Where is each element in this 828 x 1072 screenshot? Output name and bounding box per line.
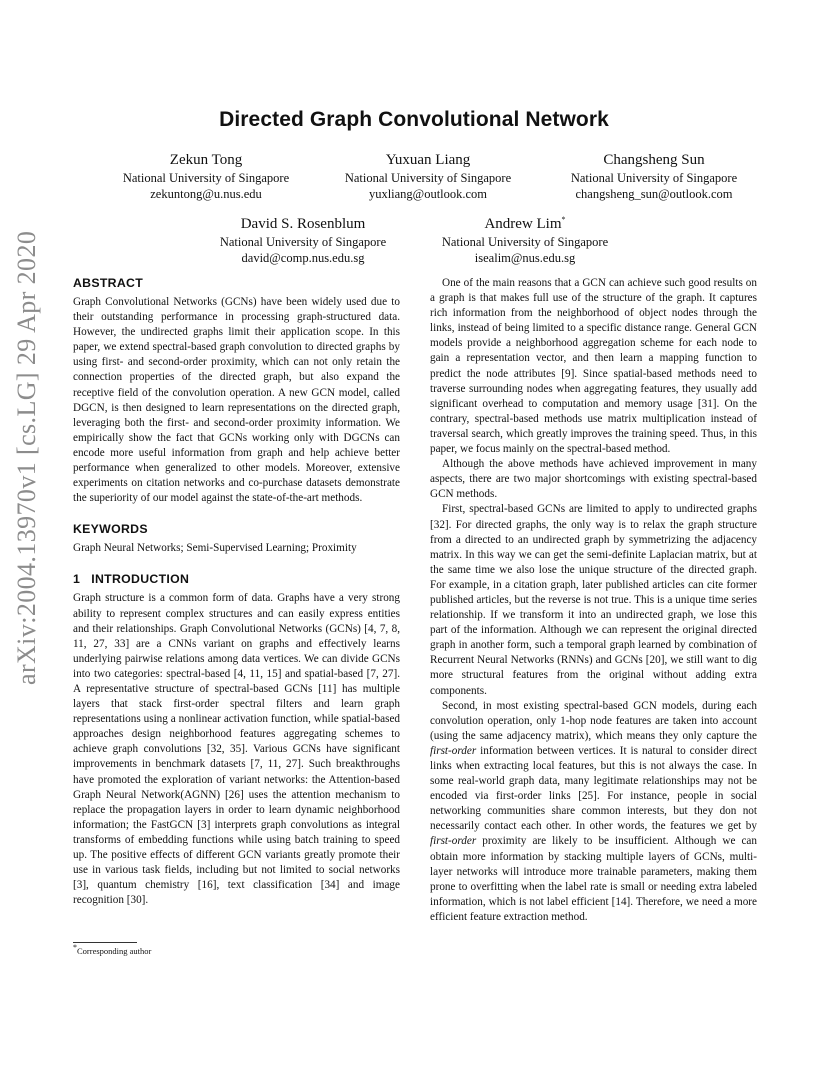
author-block xyxy=(96,150,316,202)
keywords-heading: KEYWORDS xyxy=(73,522,148,537)
author-email: isealim@nus.edu.sg xyxy=(474,251,576,265)
author-affiliation: National University of Singapore xyxy=(344,171,512,185)
emphasis: first-order xyxy=(430,744,477,757)
text-run: information between vertices. It is natural to consider direct links when extracting local features, but this is not always the case. In some real-world graph data, many legitimate relationships may not be encoded via first-order links [25]. For instance, people in social networking communities share common interests, but they don not necessarily contact each other. In other words, the features we get by xyxy=(430,744,757,833)
author-name: Andrew Lim xyxy=(484,216,562,232)
footnote-rule xyxy=(73,942,137,943)
abstract-heading: ABSTRACT xyxy=(73,276,144,290)
introduction-heading: 1 INTRODUCTION xyxy=(73,572,190,587)
footnote xyxy=(73,943,152,957)
author-affiliation: National University of Singapore xyxy=(441,235,609,249)
author-block xyxy=(415,214,635,266)
author-email: yuxliang@outlook.com xyxy=(368,187,488,201)
footnote-text: Corresponding author xyxy=(77,946,152,956)
keywords-text: Graph Neural Networks; Semi-Supervised Learning; Proximity xyxy=(73,542,357,555)
author-name: Yuxuan Liang xyxy=(385,152,471,168)
author-email: zekuntong@u.nus.edu xyxy=(150,187,262,201)
intro-paragraph: Although the above methods have achieved improvement in many aspects, there are two major shortcomings with existing spectral-based GCN methods. xyxy=(430,458,757,501)
text-run: proximity are likely to be insufficient. Although we can obtain more information by stacking multiple layers of GCNs, multi-layer networks will introduce more trainable parameters, making them prone to overfitting when the label rate is small or needing extra labeled information, which is not label efficient [14]. Therefore, we need a more efficient feature extraction method. xyxy=(430,835,757,923)
intro-paragraph: One of the main reasons that a GCN can achieve such good results on a graph is that makes full use of the structure of the graph. It captures rich information from the neighborhood of object nodes through the links, instead of being limited to a specific distance range. General GCN models provide a neighborhood aggregation scheme for each node to gain a representation vector, and then learn a mapping function to predict the node attributes [9]. Since spatial-based methods need to traverse surrounding nodes when aggregating features, they usually add significant overhead to computation and memory usage [31]. On the contrary, spectral-based methods use matrix multiplication instead of traversal search, which greatly improves the training speed. Thus, in this paper, we focus mainly on the spectral-based method. xyxy=(430,277,757,456)
author-name-line xyxy=(415,214,635,234)
author-email: david@comp.nus.edu.sg xyxy=(241,251,365,265)
abstract-text: Graph Convolutional Networks (GCNs) have been widely used due to their outstanding performance in processing graph-structured data. However, the undirected graphs limit their application scope. In this paper, we extend spectral-based graph convolution to directed graphs by using first- and second-order proximity, which can not only retain the connection properties of the directed graph, but also expand the receptive field of the convolution operation. A new GCN model, called DGCN, is then designed to learn representations on the directed graph, leveraging both the first- and second-order proximity information. We empirically show the fact that GCNs working only with DGCNs can encode more useful information from graph and help achieve better performance when generalized to other models. Moreover, extensive experiments on citation networks and co-purchase datasets demonstrate the superiority of our model against the state-of-the-art methods. xyxy=(73,296,400,505)
author-affiliation: National University of Singapore xyxy=(122,171,290,185)
intro-paragraph: Graph structure is a common form of data. Graphs have a very strong ability to represent complex structures and can easily express entities and their relationships. Graph Convolutional Networks (GCNs) [4, 7, 8, 11, 27, 33] are a CNNs variant on graphs and effectively learns underlying pairwise relations among data vertices. We can divide GCNs into two categories: spectral-based [4, 11, 15] and spatial-based [7, 27]. A representative structure of spectral-based GCNs [11] has multiple layers that stack first-order spectral filters and learn graph representations using a nonlinear activation function, while spatial-based approaches design neighborhood features aggregating schemes to achieve graph convolutions [32, 35]. Various GCNs have significant improvements in benchmark datasets [7, 11, 27]. Such breakthroughs have promoted the exploration of variant networks: the Attention-based Graph Neural Network(AGNN) [26] uses the attention mechanism to replace the propagation layers in order to learn dynamic neighborhood information; the FastGCN [3] interprets graph convolutions as integral transforms of embedding functions while using batch training to speed up. The positive effects of different GCN variants greatly promote their use in various task fields, including but not limited to social networks [3], quantum chemistry [16], text classification [34] and image recognition [30]. xyxy=(73,592,400,907)
author-block xyxy=(318,150,538,202)
emphasis: first-order xyxy=(430,835,477,848)
author-affiliation: National University of Singapore xyxy=(570,171,738,185)
arxiv-stamp: arXiv:2004.13970v1 [cs.LG] 29 Apr 2020 xyxy=(12,230,41,685)
author-name: Zekun Tong xyxy=(169,152,243,168)
author-affiliation: National University of Singapore xyxy=(219,235,387,249)
author-name: David S. Rosenblum xyxy=(240,216,366,232)
intro-paragraph: First, spectral-based GCNs are limited to apply to undirected graphs [32]. For directed graphs, the only way is to relax the graph structure from a directed to an undirected graph by symmetrizing the adjacency matrix. In this way we can get the semi-definite Laplacian matrix, but at the same time we also lose the unique structure of the directed graph. For example, in a citation graph, later published articles can cite former published articles, but the reverse is not true. This is a unique time series relationship. If we transform it into an undirected graph, we lose this part of the information. Although we can represent the original directed graph in another form, such a temporal graph learned by combination of Recurrent Neural Networks (RNNs) and GCNs [20], we still want to dig more structural features from the original without adding extra components. xyxy=(430,503,757,697)
footnote-mark: * xyxy=(73,943,77,953)
intro-paragraph xyxy=(430,699,757,925)
author-block xyxy=(193,214,413,266)
author-name: Changsheng Sun xyxy=(603,152,705,168)
text-run: Second, in most existing spectral-based GCN models, during each convolution operation, only 1-hop node features are taken into account (using the same adjacency matrix), which means they only capture the xyxy=(430,699,757,742)
author-block xyxy=(534,150,774,202)
paper-title: Directed Graph Convolutional Network xyxy=(219,108,609,131)
left-column xyxy=(73,276,400,908)
right-column xyxy=(430,276,757,925)
author-email: changsheng_sun@outlook.com xyxy=(575,187,733,201)
corresponding-mark: * xyxy=(561,215,566,224)
